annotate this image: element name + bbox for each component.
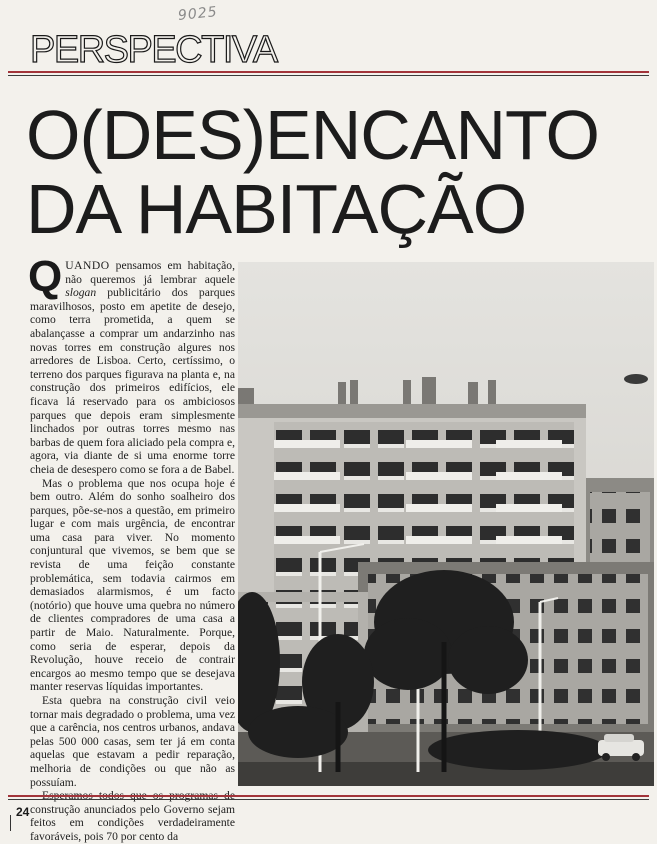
paragraph-1	[28, 252, 235, 477]
apartment-building-photo	[238, 262, 654, 786]
drop-cap: Q	[28, 252, 63, 301]
paragraph-3: Esta quebra na construção civil veio tornar mais degradado o problema, uma vez que a carência, nos centros urbanos, andava pelas 500 000 casas, sem ter já em conta aquelas que estavam a pedir reparação, melhoria de condições ou que não as possuíam.	[30, 694, 235, 789]
archive-handwritten-id: 9025	[177, 3, 219, 25]
paragraph-1-part-b: publicitário dos parques maravilhosos, posto em apetite de desejo, como terra prometida, a quem se abalançasse a comprar um andarzinho nas novas torres em construção algures nos arredores de Lisboa. Certo, certíssimo, o terreno dos parques figurava na planta e, na construção dos primeiros edifícios, ele ficava lá reservado para os ambiciosos parques que depois eram simplesmente linchados por outras torres mesmo nas barbas de quem fora aliciado pela compra e, agora, via diante de si uma enorme torre cheia de desespero como se fora a de Babel.	[30, 286, 235, 476]
headline-line-2: DA HABITAÇÃO	[26, 170, 527, 248]
lead-in: UANDO	[65, 259, 110, 272]
slogan-word: slogan	[65, 286, 97, 300]
headline-line-1: O(DES)ENCANTO	[26, 96, 599, 174]
crop-mark	[10, 815, 11, 831]
paragraph-1-part-a: pensamos em habitação, não queremos já lembrar aquele	[65, 259, 235, 286]
top-rule-red	[8, 71, 649, 73]
article-headline	[26, 98, 646, 246]
bottom-rule-red	[8, 795, 649, 797]
page-number: 24	[16, 805, 30, 819]
bottom-rule-black	[8, 799, 649, 800]
top-rule-black	[8, 75, 649, 76]
paragraph-2: Mas o problema que nos ocupa hoje é bem outro. Além do sonho soalheiro dos parques, põe-se-nos a questão, em primeiro lugar e com mais urgência, de encontrar uma casa para viver. No momento conjuntural que vivemos, se bem que se revista de uma feição constante problemática, sem todavia cairmos em demasiados alarmismos, é um facto (notório) que houve uma quebra no número de clientes compradores de uma casa a partir de Maio. Naturalmente. Porque, como seria de esperar, depois da Revolução, houve receio de contrair encargos ao mesmo tempo que se desejava manter reservas líquidas importantes.	[30, 476, 235, 694]
article-body	[28, 252, 235, 844]
section-title: PERSPECTIVA	[30, 29, 277, 71]
paragraph-4: construção anunciados pelo Governo sejam feitos em condições verdadeiramente favoráveis, pois 70 por cento da	[30, 802, 235, 843]
